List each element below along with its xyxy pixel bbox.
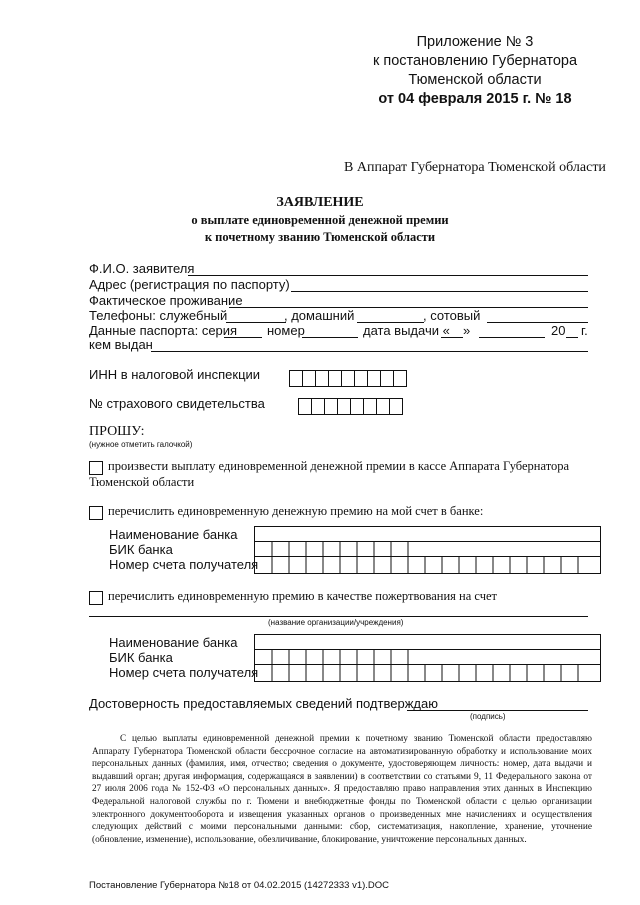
appendix-resolution: к постановлению Губернатора <box>372 53 578 69</box>
cash-option-text-1: произвести выплату единовременной денежной премии в кассе Аппарата Губернатора <box>108 459 570 473</box>
snils-cells[interactable] <box>298 398 403 415</box>
document-subtitle-1: о выплате единовременной денежной премии <box>191 213 449 227</box>
snils-label: № страхового свидетельства <box>89 396 265 411</box>
passport-number-label: номер <box>267 323 305 338</box>
issue-month-line[interactable] <box>479 337 545 338</box>
bank-name-label-2: Наименование банка <box>109 635 238 650</box>
confirmation-text: Достоверность предоставляемых сведений подтверждаю <box>89 696 438 711</box>
request-title: ПРОШУ: <box>89 424 145 439</box>
issue-date-quote: » <box>463 323 471 338</box>
account-label-2: Номер счета получателя <box>109 665 259 680</box>
phone-mobile-label: , сотовый <box>423 308 481 323</box>
request-note: (нужное отметить галочкой) <box>89 440 193 449</box>
passport-series-label: Данные паспорта: серия <box>89 323 238 338</box>
inn-cells[interactable] <box>289 370 407 387</box>
phone-work-label: Телефоны: служебный <box>89 308 228 323</box>
address-line[interactable] <box>291 291 588 292</box>
account-label-1: Номер счета получателя <box>109 557 259 572</box>
passport-series-line[interactable] <box>224 337 262 338</box>
bik-label-2: БИК банка <box>109 650 173 665</box>
bik-label-1: БИК банка <box>109 542 173 557</box>
bank-table-1-cells <box>255 527 600 573</box>
document-subtitle-2: к почетному званию Тюменской области <box>204 230 436 244</box>
phone-home-label: , домашний <box>284 308 355 323</box>
appendix-number: Приложение № 3 <box>416 34 534 50</box>
phone-mobile-line[interactable] <box>487 322 588 323</box>
organization-line[interactable] <box>89 616 588 617</box>
issued-by-label: кем выдан <box>89 337 153 352</box>
organization-note: (название организации/учреждения) <box>268 618 404 627</box>
appendix-date: от 04 февраля 2015 г. № 18 <box>378 91 572 107</box>
bank-option-checkbox[interactable] <box>89 506 103 520</box>
fio-line[interactable] <box>188 275 588 276</box>
bank-table-2[interactable] <box>254 634 601 682</box>
cash-option-text-2: Тюменской области <box>89 475 195 489</box>
inn-label: ИНН в налоговой инспекции <box>89 367 261 382</box>
bank-table-1[interactable] <box>254 526 601 574</box>
address-label: Адрес (регистрация по паспорту) <box>89 277 290 292</box>
actual-residence-label: Фактическое проживание <box>89 293 243 308</box>
issue-year-line[interactable] <box>566 337 578 338</box>
issued-by-line[interactable] <box>151 351 588 352</box>
document-title: ЗАЯВЛЕНИЕ <box>276 195 364 210</box>
consent-paragraph: С целью выплаты единовременной денежной премии к почетному званию Тюменской области предоставляю Аппарату Губернатора Тюменской области бессрочное согласие на автоматизированную обработку и использование моих персональных данных (фамилия, имя, отчество; сведения о документе, удостоверяющем личность: номер, дата выдачи и выдавший орган; другая информация, содержащаяся в заявлении) в соответствии со статьями 9, 11 Федерального закона от 27 июля 2006 года № 152-ФЗ «О персональных данных». Я предоставляю право направления этих данных в Инспекцию Федеральной налоговой службы по г. Тюмени и внебюджетные фонды по Тюменской области с целью организации электронного документооборота и извещения указанных органов о произведенных мне начислениях и осуществления следующих действий с моими персональными данными: сбор, систематизация, накопление, хранение, уточнение (обновление, изменение), использование, обезличивание, блокирование, уничтожение персональных данных. <box>92 734 592 845</box>
donation-option-checkbox[interactable] <box>89 591 103 605</box>
issue-date-label: дата выдачи « <box>363 323 450 338</box>
bank-table-2-cells <box>255 635 600 681</box>
footer-document-ref: Постановление Губернатора №18 от 04.02.2015 (14272333 v1).DOC <box>89 880 390 891</box>
donation-option-text: перечислить единовременную премию в качестве пожертвования на счет <box>108 589 498 603</box>
passport-number-line[interactable] <box>302 337 358 338</box>
actual-residence-line[interactable] <box>229 307 588 308</box>
bank-option-text: перечислить единовременную денежную премию на мой счет в банке: <box>108 504 484 518</box>
cash-option-checkbox[interactable] <box>89 461 103 475</box>
signature-line[interactable] <box>407 710 588 711</box>
signature-note: (подпись) <box>470 712 506 721</box>
year-prefix: 20 <box>551 323 566 338</box>
year-suffix: г. <box>581 323 588 338</box>
bank-name-label-1: Наименование банка <box>109 527 238 542</box>
addressee: В Аппарат Губернатора Тюменской области <box>344 160 606 175</box>
fio-label: Ф.И.О. заявителя <box>89 261 195 276</box>
issue-day-line[interactable] <box>441 337 463 338</box>
appendix-region: Тюменской области <box>408 72 542 88</box>
